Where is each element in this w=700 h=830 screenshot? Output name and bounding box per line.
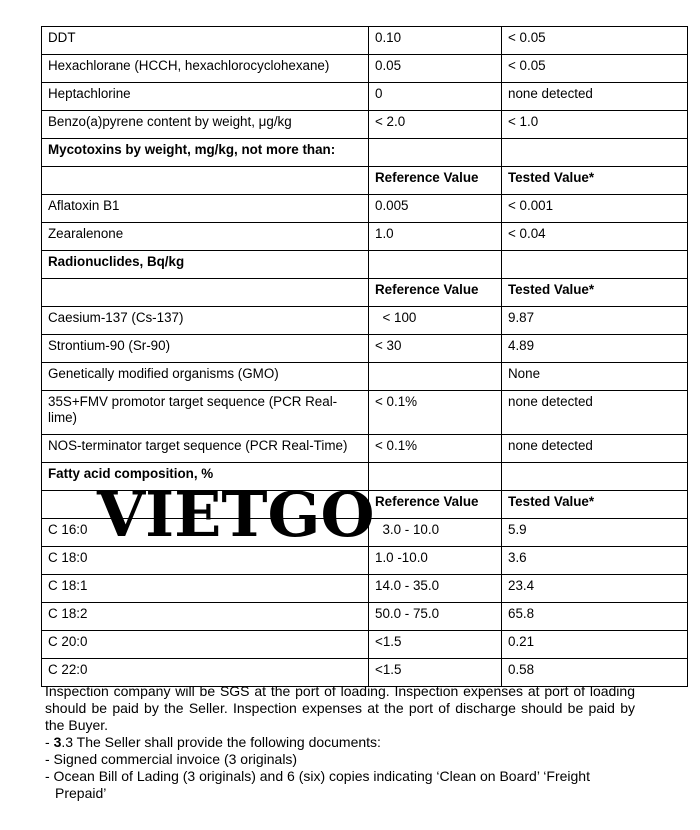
table-cell: 23.4	[502, 575, 688, 603]
table-cell: C 18:2	[42, 603, 369, 631]
table-cell: 4.89	[502, 335, 688, 363]
table-row	[42, 83, 688, 111]
table-cell: 9.87	[502, 307, 688, 335]
table-cell: < 0.1%	[369, 391, 502, 435]
table-cell	[42, 167, 369, 195]
table-cell	[369, 139, 502, 167]
table-row	[42, 391, 688, 435]
table-cell: C 18:0	[42, 547, 369, 575]
table-cell: <1.5	[369, 631, 502, 659]
table-row	[42, 631, 688, 659]
table-cell	[369, 251, 502, 279]
table-cell: none detected	[502, 391, 688, 435]
table-cell: < 0.05	[502, 55, 688, 83]
table-cell: <1.5	[369, 659, 502, 687]
table-cell: < 0.05	[502, 27, 688, 55]
table-cell: Reference Value	[369, 167, 502, 195]
table-cell: Radionuclides, Bq/kg	[42, 251, 369, 279]
table-row	[42, 307, 688, 335]
inspection-notes	[45, 683, 635, 802]
table-row	[42, 111, 688, 139]
table-row	[42, 363, 688, 391]
table-cell: Aflatoxin B1	[42, 195, 369, 223]
table-cell	[42, 279, 369, 307]
table-cell: < 30	[369, 335, 502, 363]
table-cell: 3.0 - 10.0	[369, 519, 502, 547]
table-cell: < 2.0	[369, 111, 502, 139]
table-row	[42, 55, 688, 83]
table-cell: 0.58	[502, 659, 688, 687]
specification-table-body	[42, 27, 688, 687]
documents-heading-item	[45, 734, 635, 751]
table-row	[42, 251, 688, 279]
table-cell: 35S+FMV promotor target sequence (PCR Real-lime)	[42, 391, 369, 435]
table-cell: 3.6	[502, 547, 688, 575]
table-cell	[502, 139, 688, 167]
table-cell: 1.0 -10.0	[369, 547, 502, 575]
bill-of-lading-item-continued: Prepaid’	[55, 785, 107, 801]
table-cell: Fatty acid composition, %	[42, 463, 369, 491]
item-number-bold: 3	[53, 734, 62, 750]
table-cell: 5.9	[502, 519, 688, 547]
table-cell: Tested Value*	[502, 279, 688, 307]
table-cell: 65.8	[502, 603, 688, 631]
specification-table	[41, 26, 688, 687]
table-cell: Tested Value*	[502, 167, 688, 195]
table-cell: C 18:1	[42, 575, 369, 603]
inspection-paragraph: Inspection company will be SGS at the port of loading. Inspection expenses at port of loading should be paid by the Seller. Inspection expenses at the port of discharge should be paid by the Buyer.	[45, 683, 635, 733]
table-row	[42, 139, 688, 167]
table-cell: Benzo(a)pyrene content by weight, μg/kg	[42, 111, 369, 139]
table-row	[42, 167, 688, 195]
table-row	[42, 195, 688, 223]
bill-of-lading-item: - Ocean Bill of Lading (3 originals) and 6 (six) copies indicating ‘Clean on Board’ ‘Freight	[45, 768, 590, 784]
table-cell: Heptachlorine	[42, 83, 369, 111]
table-cell: none detected	[502, 83, 688, 111]
table-row	[42, 27, 688, 55]
table-cell: Mycotoxins by weight, mg/kg, not more than:	[42, 139, 369, 167]
table-cell	[369, 463, 502, 491]
table-cell: Zearalenone	[42, 223, 369, 251]
table-cell: 0.05	[369, 55, 502, 83]
table-cell: < 100	[369, 307, 502, 335]
table-row	[42, 435, 688, 463]
table-cell: 50.0 - 75.0	[369, 603, 502, 631]
table-row	[42, 335, 688, 363]
table-cell: C 16:0	[42, 519, 369, 547]
table-cell: Tested Value*	[502, 491, 688, 519]
table-cell: Genetically modified organisms (GMO)	[42, 363, 369, 391]
table-cell	[369, 363, 502, 391]
vietgo-watermark-logo: VIETGO	[97, 478, 375, 551]
table-cell: < 0.04	[502, 223, 688, 251]
table-cell: NOS-terminator target sequence (PCR Real-Time)	[42, 435, 369, 463]
table-cell	[502, 463, 688, 491]
table-row	[42, 575, 688, 603]
table-cell: < 0.001	[502, 195, 688, 223]
table-cell: None	[502, 363, 688, 391]
table-cell: < 1.0	[502, 111, 688, 139]
table-cell: Reference Value	[369, 279, 502, 307]
table-cell: Caesium-137 (Cs-137)	[42, 307, 369, 335]
table-cell: 1.0	[369, 223, 502, 251]
item-prefix: -	[45, 734, 54, 750]
table-cell: Strontium-90 (Sr-90)	[42, 335, 369, 363]
item-text: .3 The Seller shall provide the following documents:	[61, 734, 381, 750]
table-cell: 14.0 - 35.0	[369, 575, 502, 603]
table-row	[42, 223, 688, 251]
commercial-invoice-item: - Signed commercial invoice (3 originals)	[45, 751, 298, 767]
table-cell: < 0.1%	[369, 435, 502, 463]
table-cell: C 20:0	[42, 631, 369, 659]
table-cell: Hexachlorane (HCCH, hexachlorocyclohexane)	[42, 55, 369, 83]
table-cell: 0	[369, 83, 502, 111]
table-cell: Reference Value	[369, 491, 502, 519]
table-cell: 0.21	[502, 631, 688, 659]
table-cell	[502, 251, 688, 279]
table-row	[42, 279, 688, 307]
table-cell: C 22:0	[42, 659, 369, 687]
table-cell: 0.10	[369, 27, 502, 55]
table-cell: DDT	[42, 27, 369, 55]
table-cell: 0.005	[369, 195, 502, 223]
table-row	[42, 603, 688, 631]
table-cell: none detected	[502, 435, 688, 463]
